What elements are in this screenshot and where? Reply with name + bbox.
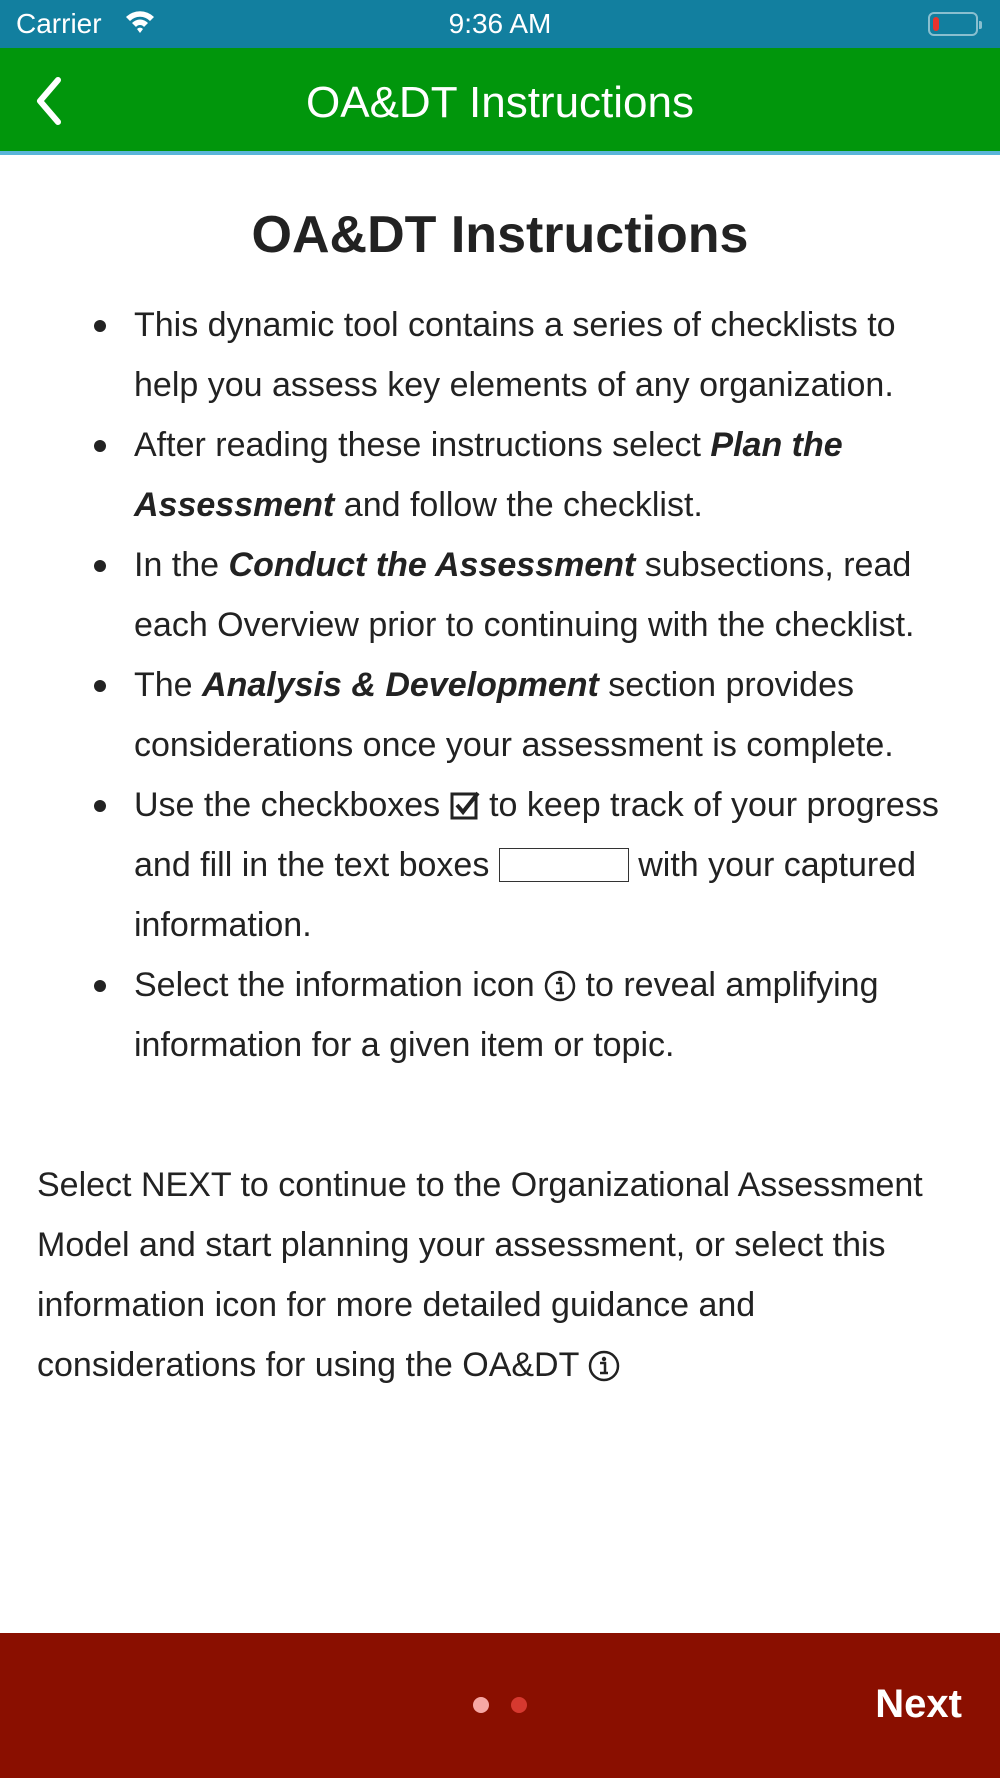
item-text: section provides considerations once your assessment is complete. — [134, 666, 894, 764]
item-text: Select the information icon — [134, 966, 545, 1004]
item-text: After reading these instructions select — [134, 426, 711, 464]
list-item — [134, 955, 954, 1075]
text-box-sample — [499, 848, 629, 882]
item-emphasis: Conduct the Assessment — [228, 546, 636, 584]
item-text: Use the checkboxes — [134, 786, 450, 824]
page-title: OA&DT Instructions — [251, 206, 749, 264]
item-text: In the — [134, 546, 229, 584]
paragraph-text: Select NEXT to continue to the Organizational Assessment Model and start planning your assessment, or select this information icon for more detailed guidance and considerations for using the OA&DT — [37, 1166, 923, 1384]
list-item — [134, 535, 954, 655]
next-button[interactable]: Next — [875, 1682, 962, 1726]
nav-header — [0, 48, 1000, 155]
header-title: OA&DT Instructions — [306, 78, 694, 127]
page-indicator-dot-active[interactable] — [473, 1697, 489, 1713]
item-emphasis: Plan the Assessment — [134, 426, 843, 524]
list-item — [134, 295, 954, 415]
list-item — [134, 655, 954, 775]
info-icon — [544, 970, 576, 1002]
page-indicator-dot[interactable] — [511, 1697, 527, 1713]
item-text: subsections, read each Overview prior to continuing with the checklist. — [134, 546, 915, 644]
item-text: to reveal amplifying information for a given item or topic. — [134, 966, 879, 1064]
instruction-list — [0, 295, 954, 1075]
item-text: This dynamic tool contains a series of checklists to help you assess key elements of any organization. — [134, 306, 896, 404]
checkbox-checked-icon — [450, 791, 480, 821]
status-time: 9:36 AM — [448, 8, 552, 39]
footer-bar — [0, 1633, 1000, 1778]
item-text: to keep track of your progress and fill in the text boxes — [134, 786, 939, 884]
item-text: with your captured information. — [134, 846, 917, 944]
status-bar — [0, 0, 1000, 48]
item-text: The — [134, 666, 203, 704]
item-text: and follow the checklist. — [334, 486, 703, 524]
battery-icon — [928, 12, 978, 36]
carrier-label: Carrier — [16, 8, 102, 39]
list-item — [134, 775, 954, 955]
item-emphasis: Analysis & Development — [202, 666, 599, 704]
list-item — [134, 415, 954, 535]
info-icon[interactable] — [588, 1350, 620, 1382]
next-instructions — [37, 1155, 967, 1395]
